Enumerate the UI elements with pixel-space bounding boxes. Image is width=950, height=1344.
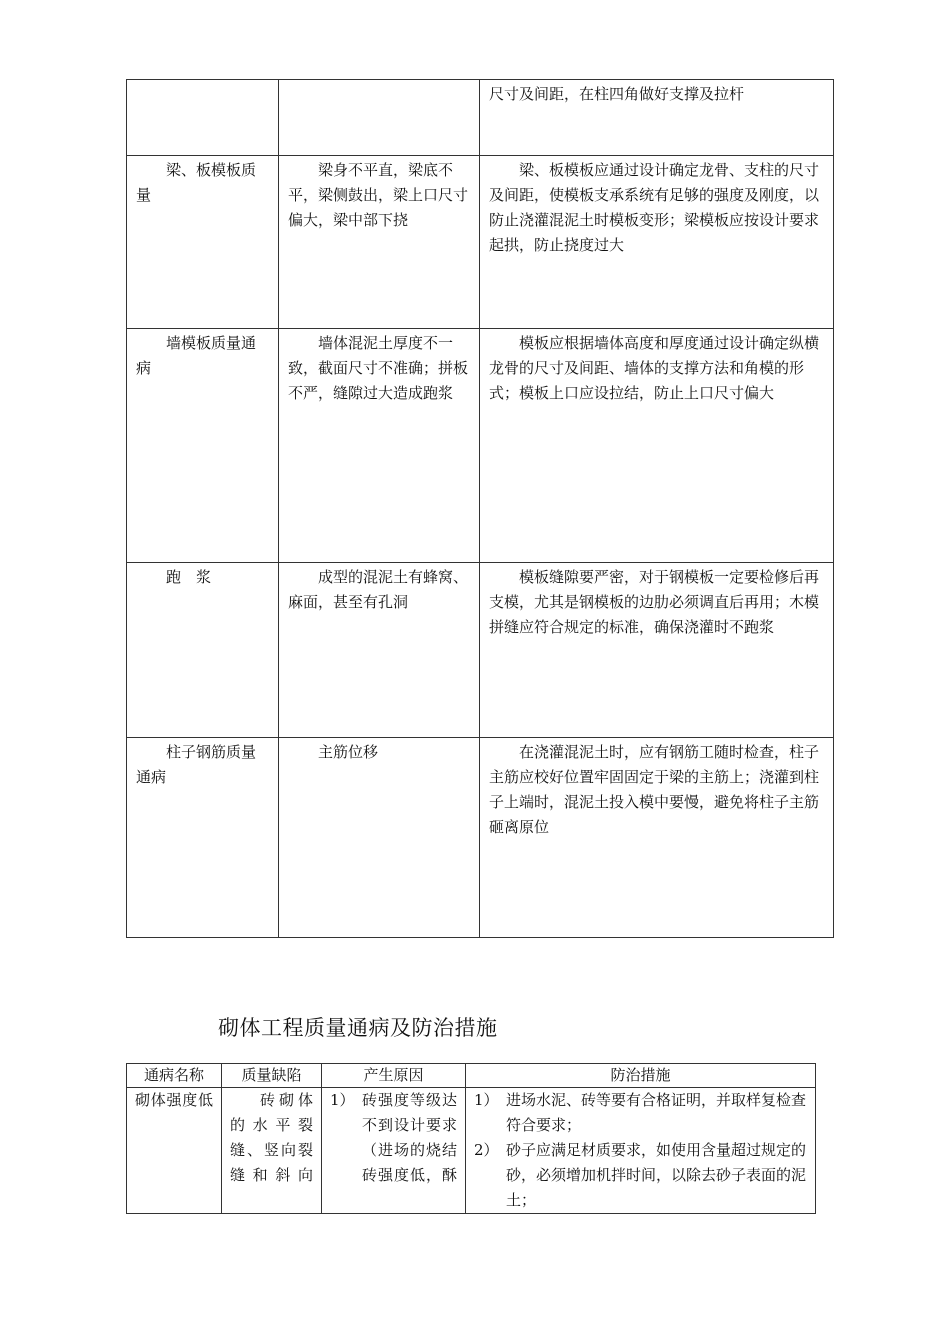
prevention-cell: 模板应根据墙体高度和厚度通过设计确定纵横龙骨的尺寸及间距、墙体的支撑方法和角模的形式；模板上口应设拉结，防止上口尺寸偏大 [480,329,834,563]
defect-description-cell [279,80,480,156]
formwork-defects-table [126,79,834,938]
defect-description-cell: 墙体混泥土厚度不一致，截面尺寸不准确；拼板不严，缝隙过大造成跑浆 [279,329,480,563]
column-header: 通病名称 [127,1064,222,1088]
table-row [127,80,834,156]
item-number: 1） [474,1091,499,1109]
cause-cell [322,1088,466,1214]
defect-name-cell: 砌体强度低 [127,1088,222,1214]
table-row [127,329,834,563]
table-row [127,156,834,329]
column-header: 防治措施 [466,1064,816,1088]
prevention-cell: 模板缝隙要严密，对于钢模板一定要检修后再支模，尤其是钢模板的边肋必须调直后再用；木模拼缝应符合规定的标准，确保浇灌时不跑浆 [480,563,834,738]
measure-item [474,1088,807,1138]
defect-name-cell: 梁、板模板质量 [127,156,279,329]
section-title: 砌体工程质量通病及防治措施 [218,1016,498,1040]
defect-name-cell: 墙模板质量通病 [127,329,279,563]
column-header: 产生原因 [322,1064,466,1088]
item-number: 1） [330,1091,355,1109]
table-header-row [127,1064,816,1088]
item-number: 2） [474,1141,499,1159]
defect-description-cell: 砖砌体的水平裂缝、竖向裂缝和斜向 [222,1088,322,1214]
cause-item [330,1088,457,1188]
defect-name-cell [127,80,279,156]
prevention-cell: 在浇灌混泥土时，应有钢筋工随时检查，柱子主筋应校好位置牢固固定于梁的主筋上；浇灌到柱子上端时，混泥土投入模中要慢，避免将柱子主筋砸离原位 [480,738,834,938]
defect-description-cell: 主筋位移 [279,738,480,938]
column-header: 质量缺陷 [222,1064,322,1088]
prevention-cell [466,1088,816,1214]
item-text: 进场水泥、砖等要有合格证明，并取样复检查符合要求； [506,1091,807,1134]
defect-description-cell: 梁身不平直，梁底不平，梁侧鼓出，梁上口尺寸偏大，梁中部下挠 [279,156,480,329]
defect-name-cell: 跑 浆 [127,563,279,738]
measure-item [474,1138,807,1213]
masonry-defects-table [126,1063,816,1214]
defect-name-cell: 柱子钢筋质量通病 [127,738,279,938]
prevention-cell: 梁、板模板应通过设计确定龙骨、支柱的尺寸及间距，使模板支承系统有足够的强度及刚度，以防止浇灌混泥土时模板变形；梁模板应按设计要求起拱，防止挠度过大 [480,156,834,329]
item-text: 砂子应满足材质要求，如使用含量超过规定的砂，必须增加机拌时间，以除去砂子表面的泥土； [506,1141,807,1209]
item-text: 砖强度等级达不到设计要求（进场的烧结砖强度低，酥 [362,1091,457,1184]
table-row [127,738,834,938]
defect-description-cell: 成型的混泥土有蜂窝、麻面，甚至有孔洞 [279,563,480,738]
prevention-cell: 尺寸及间距，在柱四角做好支撑及拉杆 [480,80,834,156]
table-row [127,563,834,738]
table-row [127,1088,816,1214]
